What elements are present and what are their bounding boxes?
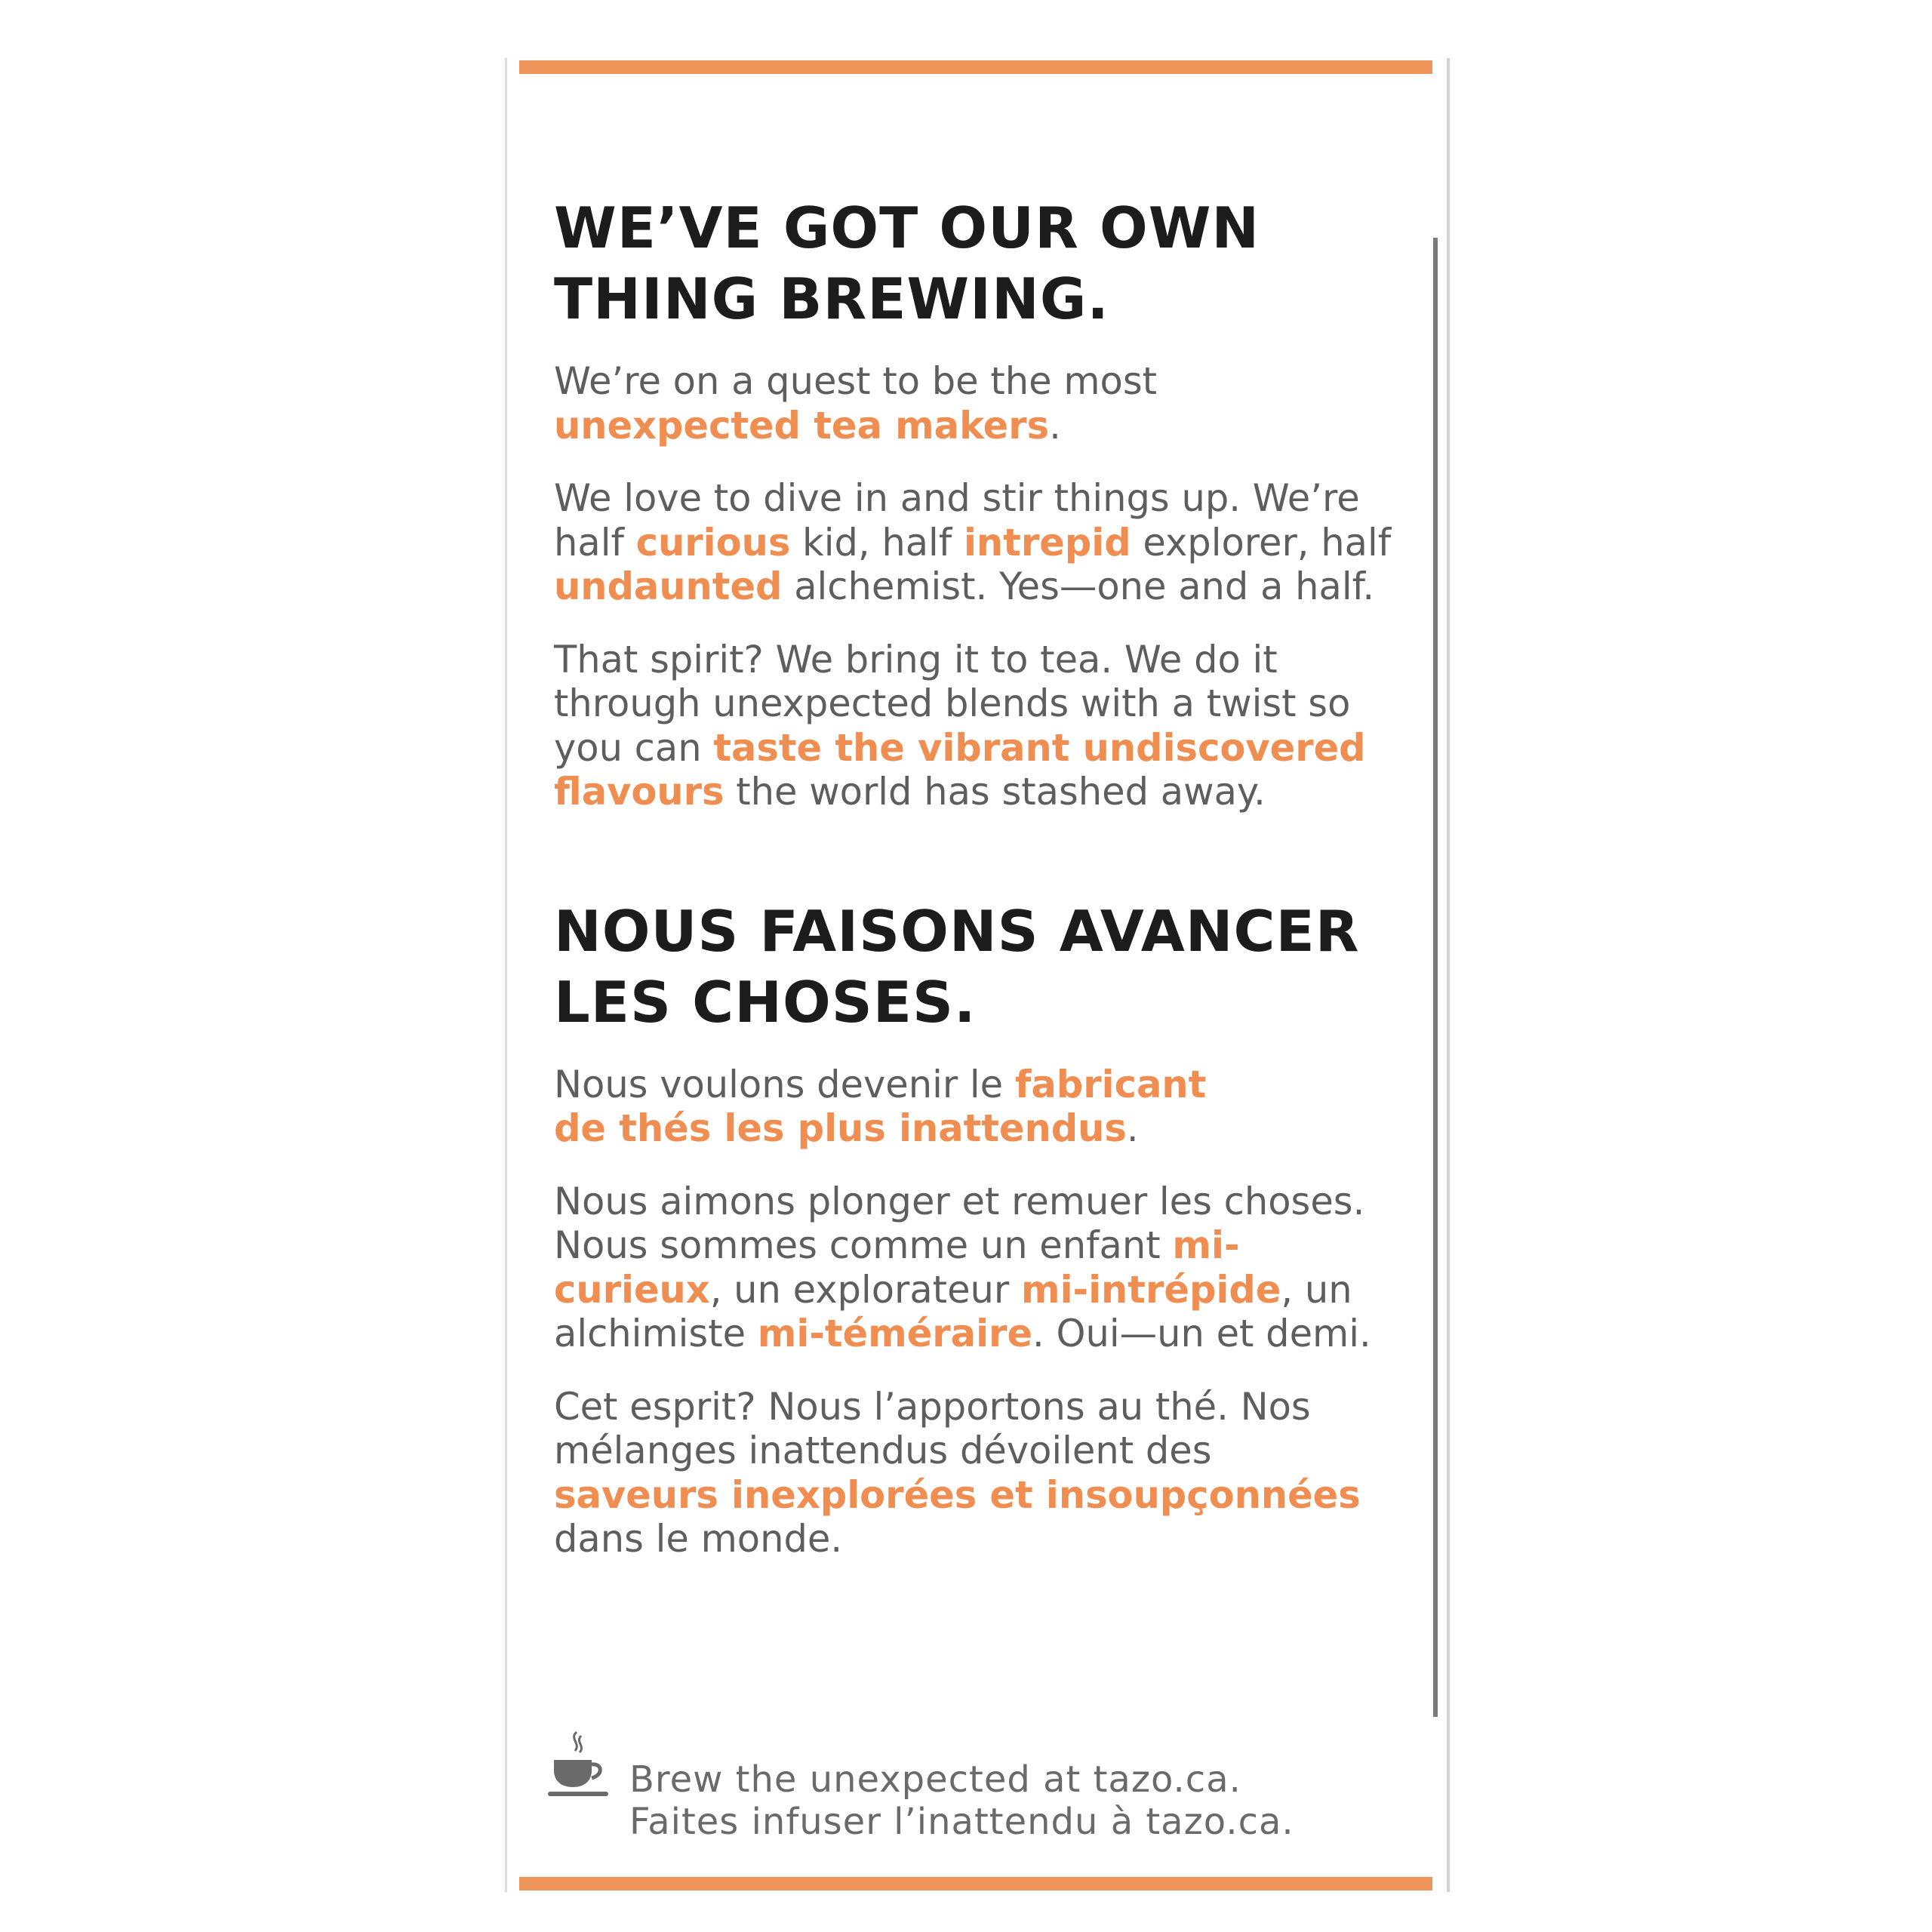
panel-content (554, 192, 1399, 1561)
highlight-text: mi-curieux (554, 1223, 1240, 1312)
highlight-text: unexpected tea makers (554, 403, 1050, 448)
text: , un explorateur (709, 1267, 1021, 1312)
bottom-accent-stripe (519, 1877, 1432, 1890)
french-heading (554, 896, 1399, 1038)
french-heading-line2: LES CHOSES. (554, 968, 977, 1035)
text: We love to dive in and stir things up. We’re half (554, 476, 1360, 565)
highlight-text: saveurs inexplorées et insoupçonnées (554, 1472, 1361, 1517)
footer-line-french: Faites infuser l’inattendu à tazo.ca. (629, 1801, 1294, 1843)
text: kid, half (790, 520, 964, 565)
english-paragraph-1 (554, 359, 1195, 448)
footer-line-english: Brew the unexpected at tazo.ca. (629, 1758, 1241, 1801)
text: Nous voulons devenir le (554, 1062, 1015, 1106)
text: the world has stashed away. (724, 770, 1266, 814)
text: explorer, half (1131, 520, 1392, 565)
english-paragraph-3 (554, 638, 1388, 814)
english-heading-line2: THING BREWING. (554, 266, 1109, 332)
top-accent-stripe (519, 60, 1432, 74)
highlight-text: intrepid (963, 520, 1131, 565)
french-paragraph-3 (554, 1385, 1369, 1561)
highlight-text: mi-intrépide (1021, 1267, 1281, 1312)
highlight-text: undaunted (554, 565, 783, 608)
french-paragraph-1 (554, 1063, 1233, 1151)
highlight-text: curious (635, 520, 791, 565)
panel-fold-edge (1433, 238, 1438, 1717)
text: We’re on a quest to be the most (554, 359, 1158, 403)
text: , un alchimiste (554, 1267, 1352, 1355)
text: Nous aimons plonger et remuer les choses. Nous sommes comme un enfant (554, 1179, 1365, 1267)
highlight-text: mi-téméraire (757, 1312, 1033, 1355)
highlight-text: fabricant de thés les plus inattendus (554, 1062, 1207, 1150)
english-paragraph-2 (554, 476, 1393, 609)
text: . (1049, 403, 1061, 448)
text: alchemist. Yes—one and a half. (782, 565, 1375, 608)
text: . (1126, 1106, 1139, 1150)
footer-text (629, 1758, 1294, 1843)
footer (546, 1728, 1414, 1849)
text: Cet esprit? Nous l’apportons au thé. Nos mélanges inattendus dévoilent des (554, 1384, 1311, 1472)
text: That spirit? We bring it to tea. We do it through unexpected blends with a twist so you can (554, 637, 1351, 770)
highlight-text: taste the vibrant undiscovered flavours (554, 725, 1366, 814)
english-heading (554, 192, 1399, 334)
text: . Oui—un et demi. (1032, 1312, 1371, 1355)
french-paragraph-2 (554, 1180, 1395, 1356)
french-heading-line1: NOUS FAISONS AVANCER (554, 897, 1360, 964)
steaming-cup-icon (546, 1728, 611, 1804)
text: dans le monde. (554, 1517, 843, 1561)
english-heading-line1: WE’VE GOT OUR OWN (554, 195, 1260, 261)
